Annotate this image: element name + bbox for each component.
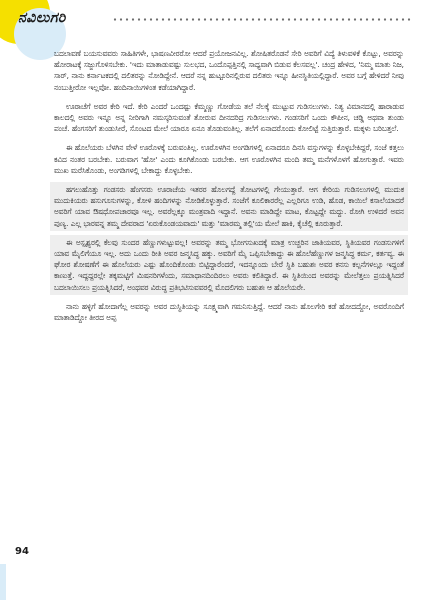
paragraph: ನಾನು ಹಳ್ಳಿಗೆ ಹೋದಾಗೆಲ್ಲ ಅವರನ್ನು ಅವರ ದುಸ್ಥಿತಿಯನ್ನು ಸೂಕ್ಷ್ಮವಾಗಿ ಗಮನಿಸುತ್ತಿದ್ದೆ. ಆದರೆ ನಾನು ಹೊಲಗೇರಿ ಕಡೆ ಹೋದದ್ದೋ, ಅವರೊಂದಿಗೆ ಮಾತಾಡಿದ್ದೋ ತೀರದ ಅಪ್ಪ xyxy=(54,301,404,323)
paragraph: ಈ ಅಸ್ಪೃಶ್ಯರಲ್ಲಿ ಕೆಲವು ಸುಂದರ ಹೆಣ್ಣುಗಳುಟ್ಟುವಲ್ಲ! ಅವರನ್ನು ತಮ್ಮ ಭೋಗಸುಖದಕ್ಕೆ ಮಾತ್ರ ಉಚ್ಚರಿನ ಜಾತಿಯವರ, ಸ್ಥಿತಿಯವರ ಗಂಡಸುಗಳಿಗೆ ಯಾವ ಮೈಲಿಗೆಯೂ ಇಲ್ಲ. ಅದು ಒಂದು ರೀತಿ ಅವರ ಜನ್ಮಸಿದ್ಧ ಹಕ್ಕು. ಅವರಿಗೆ ಮೈ ಒಪ್ಪಿಸಬೇಕಾದ್ದು ಈ ಹೊಲೆಹೆಣ್ಣುಗಳ ಜನ್ಮಸಿದ್ಧ ಕರ್ಮ, ಕರ್ತವ್ಯ. ಈ ಘೋರ ಶೋಷಣೆಗೆ ಈ ಹೊಲೆಯರು ಎಷ್ಟು ಹೊಂದಿಕೊಂಡು ಬಿಟ್ಟಿದ್ದಾರೆಂದರೆ, ಇದನ್ನೂಂದು ಬೇರೆ ಸ್ಥಿತಿ ಬಹುಶಃ ಅವರ ಕನಸು ಕಲ್ಪನೆಗಳಲ್ಲೂ ಇದ್ದಂತೆ ಕಾಣುತ್ತೆ. ಇದ್ದದ್ದರಲ್ಲೇ ತಕ್ಕಮಟ್ಟಿಗೆ ಮಿಷನರಿಗಳೆಂದು, ಸಮಾಧಾನದಿಂದಿರಲು ಅವರು ಕಲಿತಿದ್ದಾರೆ. ಈ ಸ್ಥಿತಿಯಿಂದ ಅವರನ್ನು ಮೇಲೆತ್ತಲು ಪ್ರಯತ್ನಿಸಿದರೆ ಬದಲಾಯಿಸಲು ಪ್ರಯತ್ನಿಸಿದರೆ, ಅಂಥವರ ವಿರುದ್ಧ ಪ್ರತಿಭಟಿಸುವವರಲ್ಲಿ ಮೊದಲಿಗರು ಬಹುಶಃ ಆ ಹೊಲೆಯರೇ. xyxy=(50,235,408,295)
paragraph: ಹಗಲುಹೊತ್ತು ಗಂಡಸರು ಹೆಂಗಸರು ಊರಾಚೆಯ ಇತರರ ಹೊಲಗದ್ದೆ ತೋಟಗಳಲ್ಲಿ ಗೇಯುತ್ತಾರೆ. ಆಗ ಕೇರಿಯ ಗುಡಿಸಲುಗಳಲ್ಲಿ ಮುದುಕ ಮುದುಕಿಯರು ಹಸುಗೂಸುಗಳನ್ನು, ಕೋಳಿ ಹಂದಿಗಳನ್ನು ನೋಡಿಕೊಳ್ಳುತ್ತಾರೆ. ಸಂಜೆಗೆ ಕೂಲಿಕಾರರೆಲ್ಲ ಎಲ್ಲರಿಗೂ ಉಡಿ, ಹೊಡ, ಕಾಯಿಲೆ ಕಸಾಲೆಯಾದರೆ ಅವರಿಗೆ ಯಾವ ಔಷಧೋಪಚಾರವೂ ಇಲ್ಲ. ಅವರೆಲ್ಲಕ್ಕೂ ಮಂತ್ರವಾದಿ ಇದ್ದಾನೆ. ಅವನು ಮಾಡಿದ್ದೇ ಮಾಟ, ಕೊಟ್ಟದ್ದೇ ಮದ್ದು. ರೋಗಿ ಉಳಿದರೆ ಅವನ ಪುಣ್ಯ. ಎಲ್ಲ ಭಾರವನ್ನ ತಮ್ಮ ದೇವರಾದ 'ಏರುಕೊಂಡಯವಾದು' ಮತ್ತು 'ಮಾರಮ್ಮ ತಲ್ಲಿ'ಯ ಮೇಲೆ ಹಾಕಿ, ಕೈಚೆಲ್ಲಿ ಕೂರುತ್ತಾರೆ. xyxy=(50,182,408,231)
paragraph: ಈ ಹೊಲೆಯರು ಬೆಳಗಿನ ವೇಳೆ ಊರೊಳಕ್ಕೆ ಬರುವಂತಿಲ್ಲ. ಊರೊಳಗಿನ ಅಂಗಡಿಗಳಲ್ಲಿ ಏನಾದರೂ ದಿನಸಿ ವಸ್ತುಗಳನ್ನು ಕೊಳ್ಳಬೇಕಿದ್ದರೆ, ಸಂಜೆ ಕತ್ತಲು ಕವಿದ ನಂತರ ಬರಬೇಕು. ಬರುವಾಗ 'ಹೋ' ಎಂದು ಕೂಗಿಕೊಂಡು ಬರಬೇಕು. ಆಗ ಊರೊಳಗಿನ ಮಂದಿ ತಮ್ಮ ಮನೆಗಳೊಳಗೆ ಹೋಗುತ್ತಾರೆ. ಇವರು ಮುಖ ಮರೆಸಿಕೊಂಡು, ಅಂಗಡಿಗಳಲ್ಲಿ ಬೇಕಾದ್ದು ಕೊಳ್ಳಬೇಕು. xyxy=(54,143,404,175)
footer-decoration-bar xyxy=(0,564,6,600)
chapter-title: ನವಿಲುಗರಿ xyxy=(18,10,66,26)
header-dotted-rule xyxy=(112,18,412,21)
body-text xyxy=(50,46,408,329)
paragraph: ಊರಾಚೆಗೆ ಅವರ ಕೇರಿ ಇದೆ. ಕೇರಿ ಎಂದರೆ ಒಂದಷ್ಟು ಕೆಮ್ಮಣ್ಣು ಗೋಡೆಯ ತಲೆ ನೆಲಕ್ಕೆ ಮುಟ್ಟುವ ಗುಡಿಸಲುಗಳು. ನಿತ್ಯ ವಿಮಾನದಲ್ಲಿ ಹಾರಾಡುವ ಕಾಲದಲ್ಲಿ ಅವರು ಇನ್ನೂ ಅನ್ನ ನೀರಿಗಾಗಿ ನಮಸ್ಕರಿಸುವಂತೆ ತೋರುವ ದೀನದರಿದ್ರ ಗುಡಿಸಲುಗಳು. ಗಂಡಸರಿಗೆ ಒಂದು ಕೌಪೀನ, ಚಡ್ಡಿ ಅಥವಾ ತುಂಡು ಪಂಚೆ. ಹೆಂಗಸರಿಗೆ ತುಂಡುಸೀರೆ, ಸೊಂಟದ ಮೇಲೆ ಯಾರೂ ಏನೂ ತೊಡುವಂತಿಲ್ಲ. ತಲೆಗೆ ಏನಾದರೊಂದು ಕೋಲಿಟ್ಟೆ ಸುತ್ತಿರುತ್ತಾರೆ. ಮಕ್ಕಳು ಬರಿಬತ್ತಲೆ. xyxy=(54,101,404,134)
paragraph: ಬದಲಾವಣೆ ಬಯಸುವವರು ಸಾಹಿತಿಗಳೇ, ಭಾಷಣವೀರರೋ ಆದರೆ ಪ್ರಯೋಜನವಿಲ್ಲ. ಶೋಷಿತರೊಡನೆ ಸೇರಿ ಅವರಿಗೆ ವಿದ್ಯೆ ತಿಳುವಳಿಕೆ ಕೊಟ್ಟು, ಅವರನ್ನು ಹೋರಾಟಕ್ಕೆ ಸಜ್ಜುಗೊಳಿಸಬೇಕು. 'ಇದು ಮಾತಾಡುವಷ್ಟು ಸುಲಭದ, ಒಂದೊಪ್ಪತ್ತಿನಲ್ಲಿ ಸಾಧ್ಯವಾಗಿ ಬಿಡುವ ಕೆಲಸವಲ್ಲ'. ಚಂದ್ರ ಹೇಳಿದ, 'ನಿಮ್ಮ ಮಾತು ನಿಜ, ಸಾರ್, ನಾನು ಕರ್ನಾಟಕದಲ್ಲಿ ದಲಿತರನ್ನು ನೋಡಿದ್ದೇನೆ. ಆದರೆ ನನ್ನ ಹುಟ್ಟೂರಿನಲ್ಲಿರುವ ದಲಿತರು ಇನ್ನೂ ಹೀನಸ್ಥಿತಿಯಲ್ಲಿದ್ದಾರೆ. ಅವರ ಬಗ್ಗೆ ಹೇಳಿದರೆ ನೀವು ನಂಬುತ್ತೀರೋ ಇಲ್ಲವೋ. ಹಂದಿನಾಯಿಗಳಿಂತ ಕಡೆಯಾಗಿದ್ದಾರೆ. xyxy=(54,49,404,92)
page-number: 94 xyxy=(15,546,29,557)
